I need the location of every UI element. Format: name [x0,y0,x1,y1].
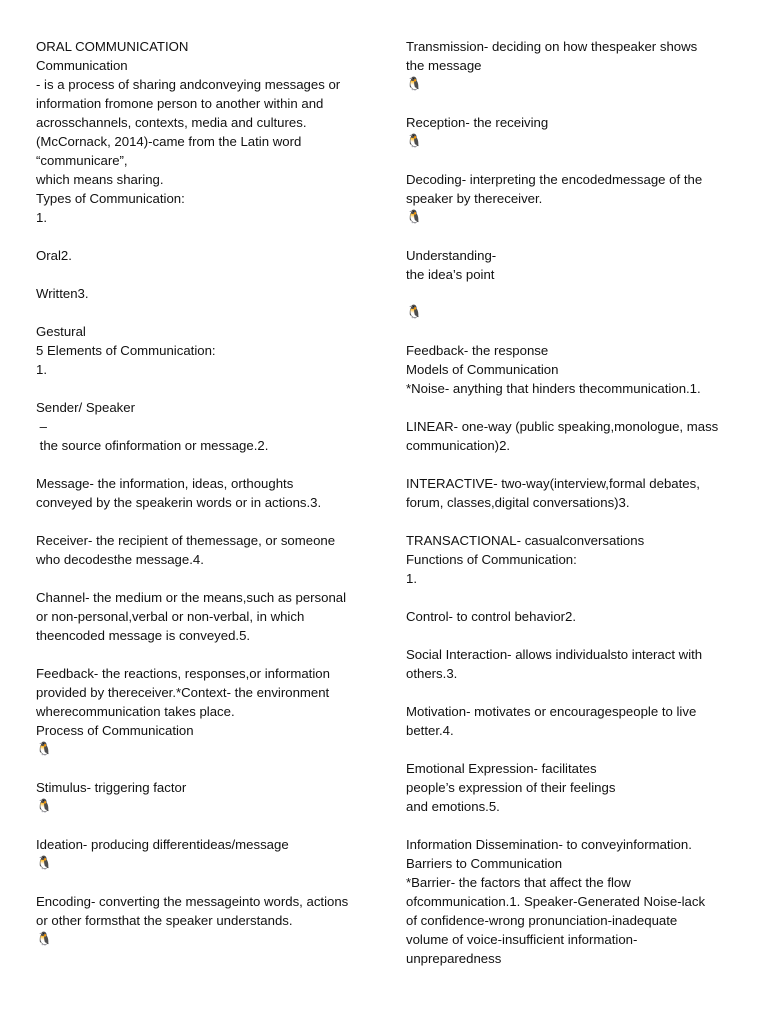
right-column-text-line: Reception- the receiving [406,115,549,130]
left-column-text-line: Ideation- producing differentideas/message [36,837,289,852]
left-column-text-line: 1. [36,362,47,377]
right-column-text-line: Feedback- the response [406,343,549,358]
blank-line [36,455,372,474]
penguin-bullet-icon: 🐧 [406,134,423,149]
left-column-text-line: who decodesthe message.4. [36,552,204,567]
blank-line [406,588,736,607]
right-column-text-line: speaker by thereceiver. [406,191,543,206]
right-column-text-line: 1. [406,571,417,586]
blank-line [36,379,372,398]
left-column-text-line: which means sharing. [36,172,164,187]
left-column-text-line: Receiver- the recipient of themessage, or someone [36,533,336,548]
left-column-text-line: theencoded message is conveyed.5. [36,628,251,643]
right-column-text-line: communication)2. [406,438,511,453]
right-column-text-line: better.4. [406,723,454,738]
left-column-text-line: Written3. [36,286,89,301]
left-column-text-line: “communicare”, [36,153,128,168]
left-column-text-line: 1. [36,210,47,225]
blank-line [36,816,372,835]
left-column-text-line: Message- the information, ideas, orthoughts [36,476,294,491]
blank-line [406,626,736,645]
left-column-text-line: Sender/ Speaker [36,400,135,415]
left-column-text-line: provided by thereceiver.*Context- the environment [36,685,330,700]
right-column-text-line: Motivation- motivates or encouragespeople to live [406,704,697,719]
right-column-text-line: Barriers to Communication [406,856,563,871]
right-column-text-line: Models of Communication [406,362,559,377]
left-column-text-line: Types of Communication: [36,191,185,206]
blank-line [406,94,736,113]
right-column-text-line: Decoding- interpreting the encodedmessage of the [406,172,703,187]
left-column-text-line: (McCornack, 2014)-came from the Latin word [36,134,302,149]
left-column-text-line: Encoding- converting the messageinto words, actions [36,894,349,909]
right-column-text-line: Social Interaction- allows individualsto interact with [406,647,703,662]
left-column-text-line: Feedback- the reactions, responses,or information [36,666,330,681]
right-column-text-line: Control- to control behavior2. [406,609,577,624]
blank-line [406,151,736,170]
penguin-bullet-icon: 🐧 [406,77,423,92]
penguin-bullet-icon: 🐧 [36,932,53,947]
left-column-text-line: Stimulus- triggering factor [36,780,187,795]
blank-line [406,322,736,341]
left-column-text-line: Gestural [36,324,86,339]
right-column-text-line: people’s expression of their feelings [406,780,616,795]
right-column-text-line: LINEAR- one-way (public speaking,monologue, mass [406,419,719,434]
left-column [36,37,372,949]
right-column-text-line: TRANSACTIONAL- casualconversations [406,533,645,548]
right-column-text-line: Understanding- [406,248,497,263]
blank-line [406,816,736,835]
blank-line [36,227,372,246]
penguin-bullet-icon: 🐧 [36,856,53,871]
blank-line [406,398,736,417]
blank-line [406,284,736,303]
right-column-text-line: Emotional Expression- facilitates [406,761,597,776]
right-column-text-line: and emotions.5. [406,799,500,814]
left-column-text-line: ORAL COMMUNICATION [36,39,189,54]
blank-line [36,759,372,778]
right-column [406,37,736,968]
left-column-text-line: wherecommunication takes place. [36,704,235,719]
left-column-text-line: acrosschannels, contexts, media and cultures. [36,115,307,130]
penguin-bullet-icon: 🐧 [36,742,53,757]
left-column-text-line: or other formsthat the speaker understands. [36,913,293,928]
blank-line [406,740,736,759]
right-column-text-line: Information Dissemination- to conveyinformation. [406,837,692,852]
blank-line [36,569,372,588]
blank-line [406,683,736,702]
right-column-text-line: the idea’s point [406,267,495,282]
left-column-text-line: the source ofinformation or message.2. [36,438,269,453]
left-column-text-line: Process of Communication [36,723,194,738]
right-column-text-line: *Noise- anything that hinders thecommunication.1. [406,381,701,396]
blank-line [406,227,736,246]
right-column-text-line: INTERACTIVE- two-way(interview,formal debates, [406,476,700,491]
right-column-text-line: the message [406,58,482,73]
left-column-text-line: 5 Elements of Communication: [36,343,216,358]
right-column-text-line: *Barrier- the factors that affect the flow [406,875,631,890]
left-column-text-line: conveyed by the speakerin words or in actions.3. [36,495,322,510]
blank-line [36,303,372,322]
blank-line [406,455,736,474]
right-column-text-line: volume of voice-insufficient information- [406,932,638,947]
blank-line [36,873,372,892]
left-column-text-line: or non-personal,verbal or non-verbal, in which [36,609,305,624]
blank-line [36,512,372,531]
penguin-bullet-icon: 🐧 [36,799,53,814]
right-column-text-line: Transmission- deciding on how thespeaker shows [406,39,698,54]
penguin-bullet-icon: 🐧 [406,305,423,320]
left-column-text-line: information fromone person to another within and [36,96,324,111]
right-column-text-line: ofcommunication.1. Speaker-Generated Noise-lack [406,894,706,909]
right-column-text-line: of confidence-wrong pronunciation-inadequate [406,913,678,928]
left-column-text-line: - is a process of sharing andconveying messages or [36,77,341,92]
left-column-text-line: Oral2. [36,248,72,263]
right-column-text-line: unpreparedness [406,951,502,966]
blank-line [406,512,736,531]
left-column-text-line: Communication [36,58,128,73]
right-column-text-line: Functions of Communication: [406,552,577,567]
blank-line [36,265,372,284]
right-column-text-line: others.3. [406,666,458,681]
blank-line [36,645,372,664]
left-column-text-line: Channel- the medium or the means,such as personal [36,590,347,605]
left-column-text-line: – [36,419,48,434]
penguin-bullet-icon: 🐧 [406,210,423,225]
right-column-text-line: forum, classes,digital conversations)3. [406,495,630,510]
